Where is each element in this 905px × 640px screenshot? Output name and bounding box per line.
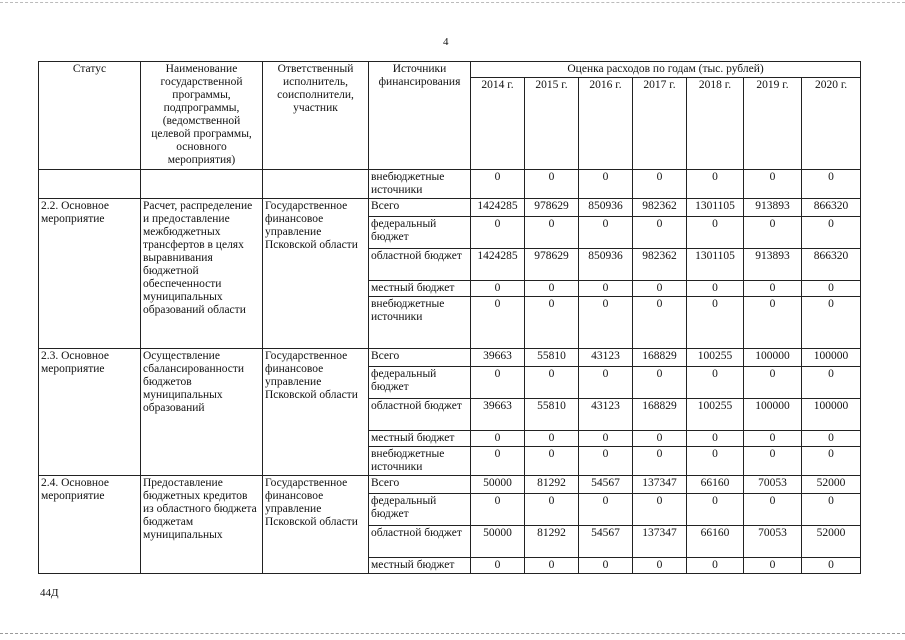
value-cell: 0 [744, 217, 802, 249]
empty-cell [141, 170, 263, 199]
table-row [39, 170, 861, 199]
group-name: Расчет, распределение и предоставление межбюджетных трансфертов в целях выравнивания бюджетной обеспеченности муниципальных образований области [141, 199, 263, 349]
value-cell: 0 [744, 447, 802, 476]
value-cell: 0 [471, 281, 525, 297]
value-cell: 100000 [744, 349, 802, 367]
value-cell: 0 [744, 558, 802, 574]
value-cell: 0 [687, 297, 744, 349]
value-cell: 81292 [525, 526, 579, 558]
value-cell: 0 [633, 494, 687, 526]
value-cell: 52000 [802, 526, 861, 558]
group-status: 2.2. Основное мероприятие [39, 199, 141, 349]
header-year: 2018 г. [687, 78, 744, 170]
value-cell: 0 [633, 281, 687, 297]
value-cell: 66160 [687, 526, 744, 558]
value-cell: 866320 [802, 199, 861, 217]
value-cell: 0 [525, 558, 579, 574]
value-cell: 0 [471, 297, 525, 349]
source-cell: местный бюджет [369, 558, 471, 574]
header-year: 2015 г. [525, 78, 579, 170]
empty-cell [263, 170, 369, 199]
value-cell: 55810 [525, 349, 579, 367]
header-status: Статус [39, 62, 141, 170]
value-cell: 978629 [525, 249, 579, 281]
value-cell: 0 [744, 281, 802, 297]
value-cell: 0 [579, 297, 633, 349]
footer-code: 44Д [40, 587, 59, 599]
value-cell: 39663 [471, 349, 525, 367]
value-cell: 0 [687, 447, 744, 476]
value-cell: 0 [633, 447, 687, 476]
value-cell: 0 [471, 447, 525, 476]
source-cell: местный бюджет [369, 431, 471, 447]
header-name: Наименование государственной программы, подпрограммы, (ведомственной целевой программы, основного мероприятия) [141, 62, 263, 170]
value-cell: 137347 [633, 526, 687, 558]
value-cell: 0 [687, 281, 744, 297]
value-cell: 1301105 [687, 199, 744, 217]
value-cell: 0 [579, 281, 633, 297]
value-cell: 1424285 [471, 199, 525, 217]
source-cell: внебюджетные источники [369, 170, 471, 199]
value-cell: 0 [471, 170, 525, 199]
value-cell: 168829 [633, 349, 687, 367]
value-cell: 0 [687, 494, 744, 526]
source-cell: федеральный бюджет [369, 367, 471, 399]
source-cell: внебюджетные источники [369, 297, 471, 349]
value-cell: 0 [579, 494, 633, 526]
source-cell: областной бюджет [369, 526, 471, 558]
value-cell: 0 [525, 170, 579, 199]
group-status: 2.4. Основное мероприятие [39, 476, 141, 574]
scan-top-edge [0, 2, 905, 3]
value-cell: 0 [471, 431, 525, 447]
value-cell: 100255 [687, 399, 744, 431]
source-cell: федеральный бюджет [369, 494, 471, 526]
value-cell: 100000 [802, 349, 861, 367]
header-year: 2020 г. [802, 78, 861, 170]
group-responsible: Государственное финансовое управление Псковской области [263, 349, 369, 476]
group-responsible: Государственное финансовое управление Псковской области [263, 199, 369, 349]
value-cell: 100000 [744, 399, 802, 431]
value-cell: 978629 [525, 199, 579, 217]
value-cell: 70053 [744, 476, 802, 494]
value-cell: 0 [744, 170, 802, 199]
value-cell: 0 [687, 367, 744, 399]
header-year: 2017 г. [633, 78, 687, 170]
value-cell: 54567 [579, 526, 633, 558]
value-cell: 52000 [802, 476, 861, 494]
value-cell: 0 [802, 558, 861, 574]
value-cell: 0 [579, 367, 633, 399]
value-cell: 850936 [579, 199, 633, 217]
header-year: 2019 г. [744, 78, 802, 170]
value-cell: 0 [525, 217, 579, 249]
source-cell: внебюджетные источники [369, 447, 471, 476]
value-cell: 0 [579, 447, 633, 476]
value-cell: 982362 [633, 249, 687, 281]
value-cell: 0 [633, 558, 687, 574]
group-responsible: Государственное финансовое управление Псковской области [263, 476, 369, 574]
value-cell: 0 [802, 367, 861, 399]
value-cell: 0 [471, 558, 525, 574]
value-cell: 55810 [525, 399, 579, 431]
value-cell: 0 [525, 297, 579, 349]
value-cell: 0 [744, 431, 802, 447]
value-cell: 50000 [471, 526, 525, 558]
group-name: Осуществление сбалансированности бюджетов муниципальных образований [141, 349, 263, 476]
value-cell: 0 [687, 558, 744, 574]
value-cell: 1424285 [471, 249, 525, 281]
header-costs: Оценка расходов по годам (тыс. рублей) [471, 62, 861, 78]
value-cell: 70053 [744, 526, 802, 558]
value-cell: 0 [579, 558, 633, 574]
value-cell: 913893 [744, 249, 802, 281]
value-cell: 0 [633, 431, 687, 447]
scan-bottom-edge [0, 633, 905, 634]
group-name: Предоставление бюджетных кредитов из областного бюджета бюджетам муниципальных [141, 476, 263, 574]
value-cell: 0 [802, 281, 861, 297]
page-number: 4 [443, 36, 449, 48]
value-cell: 81292 [525, 476, 579, 494]
value-cell: 0 [471, 217, 525, 249]
group-status: 2.3. Основное мероприятие [39, 349, 141, 476]
value-cell: 0 [802, 297, 861, 349]
value-cell: 0 [633, 170, 687, 199]
value-cell: 0 [744, 367, 802, 399]
value-cell: 1301105 [687, 249, 744, 281]
value-cell: 66160 [687, 476, 744, 494]
value-cell: 0 [744, 297, 802, 349]
source-cell: областной бюджет [369, 399, 471, 431]
value-cell: 0 [579, 170, 633, 199]
value-cell: 100000 [802, 399, 861, 431]
value-cell: 39663 [471, 399, 525, 431]
value-cell: 0 [525, 447, 579, 476]
source-cell: Всего [369, 199, 471, 217]
value-cell: 866320 [802, 249, 861, 281]
value-cell: 137347 [633, 476, 687, 494]
value-cell: 0 [687, 431, 744, 447]
value-cell: 0 [802, 431, 861, 447]
source-cell: Всего [369, 349, 471, 367]
value-cell: 0 [525, 367, 579, 399]
table-row [39, 199, 861, 217]
table-row [39, 476, 861, 494]
source-cell: местный бюджет [369, 281, 471, 297]
value-cell: 43123 [579, 349, 633, 367]
value-cell: 0 [802, 170, 861, 199]
value-cell: 0 [802, 217, 861, 249]
value-cell: 0 [802, 447, 861, 476]
value-cell: 50000 [471, 476, 525, 494]
value-cell: 982362 [633, 199, 687, 217]
value-cell: 0 [633, 297, 687, 349]
budget-table [38, 61, 861, 574]
header-responsible: Ответственный исполнитель, соисполнители, участник [263, 62, 369, 170]
header-year: 2014 г. [471, 78, 525, 170]
value-cell: 850936 [579, 249, 633, 281]
value-cell: 0 [471, 494, 525, 526]
value-cell: 913893 [744, 199, 802, 217]
value-cell: 0 [633, 217, 687, 249]
value-cell: 0 [525, 281, 579, 297]
value-cell: 0 [744, 494, 802, 526]
value-cell: 0 [687, 217, 744, 249]
value-cell: 168829 [633, 399, 687, 431]
value-cell: 0 [687, 170, 744, 199]
value-cell: 54567 [579, 476, 633, 494]
value-cell: 0 [579, 431, 633, 447]
value-cell: 0 [525, 494, 579, 526]
source-cell: областной бюджет [369, 249, 471, 281]
source-cell: Всего [369, 476, 471, 494]
value-cell: 0 [579, 217, 633, 249]
empty-cell [39, 170, 141, 199]
header-year: 2016 г. [579, 78, 633, 170]
value-cell: 0 [633, 367, 687, 399]
header-sources: Источники финансирования [369, 62, 471, 170]
table-row [39, 349, 861, 367]
value-cell: 0 [525, 431, 579, 447]
value-cell: 0 [802, 494, 861, 526]
value-cell: 43123 [579, 399, 633, 431]
value-cell: 0 [471, 367, 525, 399]
source-cell: федеральный бюджет [369, 217, 471, 249]
value-cell: 100255 [687, 349, 744, 367]
